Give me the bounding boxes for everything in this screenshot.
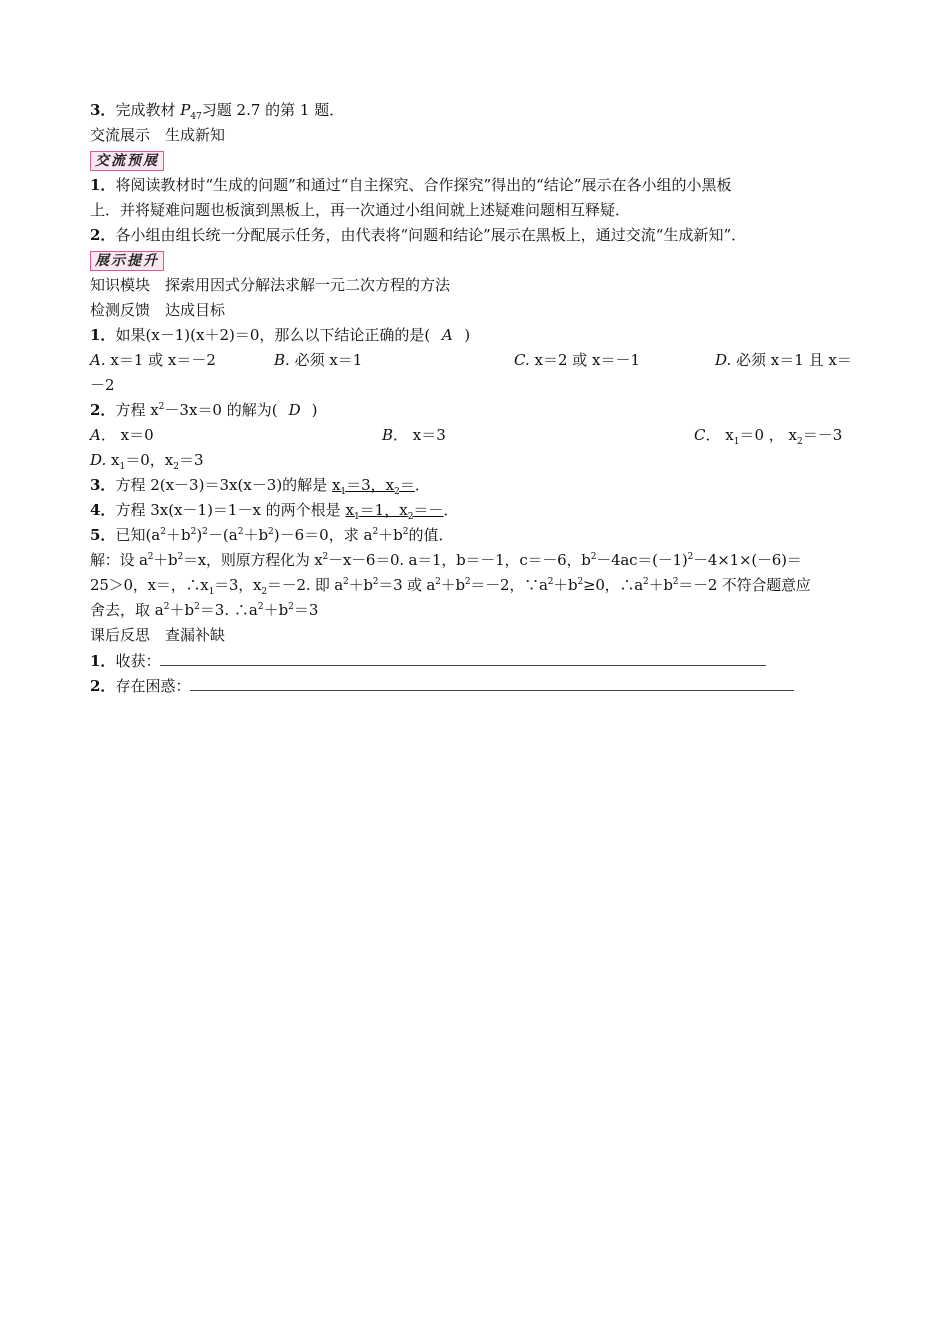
superscript: 2 bbox=[202, 527, 208, 537]
question-4 bbox=[90, 498, 860, 523]
option-text: 必须 x＝1 bbox=[289, 351, 363, 369]
option-b bbox=[382, 423, 446, 448]
solution-text: ＋b bbox=[169, 601, 195, 619]
option-d bbox=[715, 348, 852, 373]
field-label: 存在困惑： bbox=[115, 677, 191, 695]
solution-text: ＋b bbox=[553, 576, 578, 594]
item-number: 2． bbox=[90, 401, 116, 419]
text: ) bbox=[311, 401, 318, 419]
solution-text: －4ac＝(－1) bbox=[596, 551, 688, 569]
instruction-2-line bbox=[90, 223, 860, 248]
task-3-line bbox=[90, 98, 860, 123]
solution-text: ＝－2，∵a bbox=[470, 576, 548, 594]
text: ． bbox=[414, 476, 430, 494]
superscript: 2 bbox=[687, 552, 694, 562]
solution-text: －4×1×(－6)＝ bbox=[693, 551, 802, 569]
question-1-options bbox=[90, 348, 860, 373]
solution-text: 25＞0，x＝，∴x bbox=[90, 576, 209, 594]
question-5 bbox=[90, 523, 860, 548]
superscript: 2 bbox=[288, 602, 294, 612]
superscript: 2 bbox=[372, 577, 379, 587]
answer-text: ＝ bbox=[399, 476, 415, 494]
option-text: ＝0，x bbox=[125, 451, 174, 469]
solution-text: ≥0，∴a bbox=[582, 576, 644, 594]
superscript: 2 bbox=[672, 577, 679, 587]
section-badge-show: 展示提升 bbox=[90, 251, 164, 271]
answer-choice: A bbox=[441, 326, 453, 344]
option-text: ． x＝3 bbox=[393, 426, 446, 444]
item-number: 2． bbox=[90, 677, 116, 695]
superscript: 2 bbox=[194, 602, 200, 612]
question-text: 方程 3x(x－1)＝1－x 的两个根是 bbox=[115, 501, 346, 519]
gains-answer-line[interactable] bbox=[160, 648, 766, 666]
question-3 bbox=[90, 473, 860, 498]
text: 完成教材 bbox=[115, 101, 181, 119]
question-text: 已知(a bbox=[115, 526, 161, 544]
option-text: ． x＝0 bbox=[100, 426, 154, 444]
subscript: 1 bbox=[353, 512, 360, 522]
instruction-1-cont: 上．并将疑难问题也板演到黑板上，再一次通过小组间就上述疑难问题相互释疑． bbox=[90, 201, 631, 219]
option-text: ＝3 bbox=[178, 451, 204, 469]
item-number: 1． bbox=[90, 176, 116, 194]
subscript: 1 bbox=[340, 487, 347, 497]
solution-text: ＋b bbox=[648, 576, 673, 594]
section-heading-exchange: 交流展示 生成新知 bbox=[90, 126, 226, 144]
superscript: 2 bbox=[160, 527, 166, 537]
solution-text: ＝3，x bbox=[214, 576, 262, 594]
solution-line-3 bbox=[90, 598, 860, 623]
badge-row-2 bbox=[90, 248, 860, 273]
subscript: 1 bbox=[208, 587, 215, 597]
option-c bbox=[694, 423, 842, 448]
option-text: ＝－3 bbox=[802, 426, 843, 444]
item-number: 4． bbox=[90, 501, 116, 519]
item-number: 5． bbox=[90, 526, 116, 544]
badge-row-1 bbox=[90, 148, 860, 173]
superscript: 2 bbox=[590, 552, 597, 562]
option-b bbox=[274, 348, 362, 373]
option-text: ． x bbox=[705, 426, 734, 444]
feedback-heading: 检测反馈 达成目标 bbox=[90, 301, 226, 319]
superscript: 2 bbox=[372, 527, 379, 537]
knowledge-module-heading: 知识模块 探索用因式分解法求解一元二次方程的方法 bbox=[90, 276, 451, 294]
instruction-1-line bbox=[90, 173, 860, 198]
answer-text: ＝3，x bbox=[346, 476, 395, 494]
solution-text: ＝－2 不符合题意应 bbox=[678, 576, 811, 594]
question-text: －3x＝0 的解为( bbox=[164, 401, 278, 419]
answer-text: ＝－ bbox=[413, 501, 444, 519]
option-text: x bbox=[106, 451, 120, 469]
confusions-answer-line[interactable] bbox=[190, 673, 794, 691]
option-d-wrap: －2 bbox=[90, 376, 115, 394]
solution-text: ＋b bbox=[153, 551, 178, 569]
answer-text: ＝1，x bbox=[359, 501, 408, 519]
item-number: 2． bbox=[90, 226, 116, 244]
item-number: 3． bbox=[90, 476, 116, 494]
superscript: 2 bbox=[435, 577, 441, 587]
option-letter: B bbox=[382, 426, 394, 444]
superscript: 2 bbox=[268, 527, 274, 537]
superscript: 2 bbox=[547, 577, 554, 587]
text: 各小组由组长统一分配展示任务，由代表将“问题和结论”展示在黑板上，通过交流“生成新知”． bbox=[115, 226, 747, 244]
superscript: 2 bbox=[643, 577, 649, 587]
option-a bbox=[90, 423, 154, 448]
question-text: 方程 2(x－3)＝3x(x－3)的解是 bbox=[115, 476, 332, 494]
answer-choice: D bbox=[288, 401, 301, 419]
superscript: 2 bbox=[163, 602, 170, 612]
solution-line-2 bbox=[90, 573, 860, 598]
item-number: 1． bbox=[90, 652, 116, 670]
subscript: 1 bbox=[733, 437, 740, 447]
answer-text: x bbox=[345, 501, 354, 519]
reflection-gains bbox=[90, 648, 860, 673]
question-text: ＋b bbox=[243, 526, 269, 544]
option-a bbox=[90, 348, 216, 373]
answer-text: x bbox=[331, 476, 341, 494]
question-text: 方程 x bbox=[115, 401, 159, 419]
option-letter: C bbox=[694, 426, 706, 444]
solution-text: ＋b bbox=[440, 576, 465, 594]
superscript: 2 bbox=[402, 527, 409, 537]
question-text: ＋b bbox=[378, 526, 403, 544]
solution-text: ＝x，则原方程化为 x bbox=[182, 551, 323, 569]
solution-text: ＝－2. 即 a bbox=[266, 576, 344, 594]
option-letter: A. bbox=[90, 351, 106, 369]
superscript: 2 bbox=[158, 402, 165, 412]
superscript: 2 bbox=[322, 552, 329, 562]
subscript: 2 bbox=[261, 587, 267, 597]
item-number: 1． bbox=[90, 326, 116, 344]
solution-text: ＝3 bbox=[293, 601, 319, 619]
superscript: 2 bbox=[464, 577, 471, 587]
superscript: 2 bbox=[343, 577, 349, 587]
question-text: ) bbox=[196, 526, 203, 544]
worksheet-page bbox=[90, 98, 860, 698]
solution-text: 舍去，取 a bbox=[90, 601, 164, 619]
question-2 bbox=[90, 398, 860, 423]
solution-text: ＋b bbox=[348, 576, 373, 594]
question-2-options bbox=[90, 423, 860, 448]
option-text: x＝2 或 x＝－1 bbox=[529, 351, 641, 369]
question-4-answer bbox=[345, 501, 444, 522]
superscript: 2 bbox=[190, 527, 197, 537]
question-text: 的值． bbox=[408, 526, 454, 544]
question-text: ＋b bbox=[165, 526, 191, 544]
question-2-option-d bbox=[90, 448, 860, 473]
subscript: 2 bbox=[394, 487, 400, 497]
reflection-confusions bbox=[90, 673, 860, 698]
text: ． bbox=[443, 501, 459, 519]
option-text: ＝0 ， x bbox=[739, 426, 797, 444]
question-3-answer bbox=[331, 476, 415, 497]
question-1 bbox=[90, 323, 860, 348]
text: 将阅读教材时“生成的问题”和通过“自主探究、合作探究”得出的“结论”展示在各小组的小黑板 bbox=[115, 176, 732, 194]
text: 习题 2.7 的第 1 题． bbox=[201, 101, 345, 119]
option-letter: A bbox=[90, 426, 101, 444]
item-number: 3． bbox=[90, 101, 116, 119]
question-text: －(a bbox=[207, 526, 238, 544]
superscript: 2 bbox=[177, 552, 183, 562]
question-text: 如果(x－1)(x＋2)＝0，那么以下结论正确的是( bbox=[115, 326, 431, 344]
option-text: 必须 x＝1 且 x＝ bbox=[731, 351, 852, 369]
subscript: 2 bbox=[797, 437, 803, 447]
page-ref-number: 47 bbox=[190, 112, 202, 122]
superscript: 2 bbox=[147, 552, 154, 562]
solution-text: －x－6＝0. a＝1，b＝－1，c＝－6，b bbox=[328, 551, 591, 569]
solution-text: 解：设 a bbox=[90, 551, 148, 569]
option-letter: D. bbox=[90, 451, 107, 469]
option-letter: D. bbox=[715, 351, 732, 369]
option-letter: B. bbox=[274, 351, 290, 369]
solution-text: ＝3 或 a bbox=[378, 576, 436, 594]
subscript: 2 bbox=[407, 512, 414, 522]
solution-text: ＋b bbox=[263, 601, 289, 619]
superscript: 2 bbox=[257, 602, 264, 612]
solution-line-1 bbox=[90, 548, 860, 573]
solution-text: ＝3. ∴a bbox=[199, 601, 258, 619]
reflection-heading: 课后反思 查漏补缺 bbox=[90, 626, 226, 644]
page-ref: P bbox=[180, 101, 191, 119]
superscript: 2 bbox=[577, 577, 583, 587]
superscript: 2 bbox=[237, 527, 244, 537]
option-c bbox=[514, 348, 640, 373]
option-letter: C. bbox=[514, 351, 530, 369]
option-text: x＝1 或 x＝－2 bbox=[105, 351, 216, 369]
subscript: 1 bbox=[119, 462, 126, 472]
section-badge-preview: 交流预展 bbox=[90, 151, 164, 171]
question-text: )－6＝0，求 a bbox=[273, 526, 373, 544]
text: ) bbox=[464, 326, 471, 344]
field-label: 收获： bbox=[115, 652, 161, 670]
subscript: 2 bbox=[173, 462, 179, 472]
